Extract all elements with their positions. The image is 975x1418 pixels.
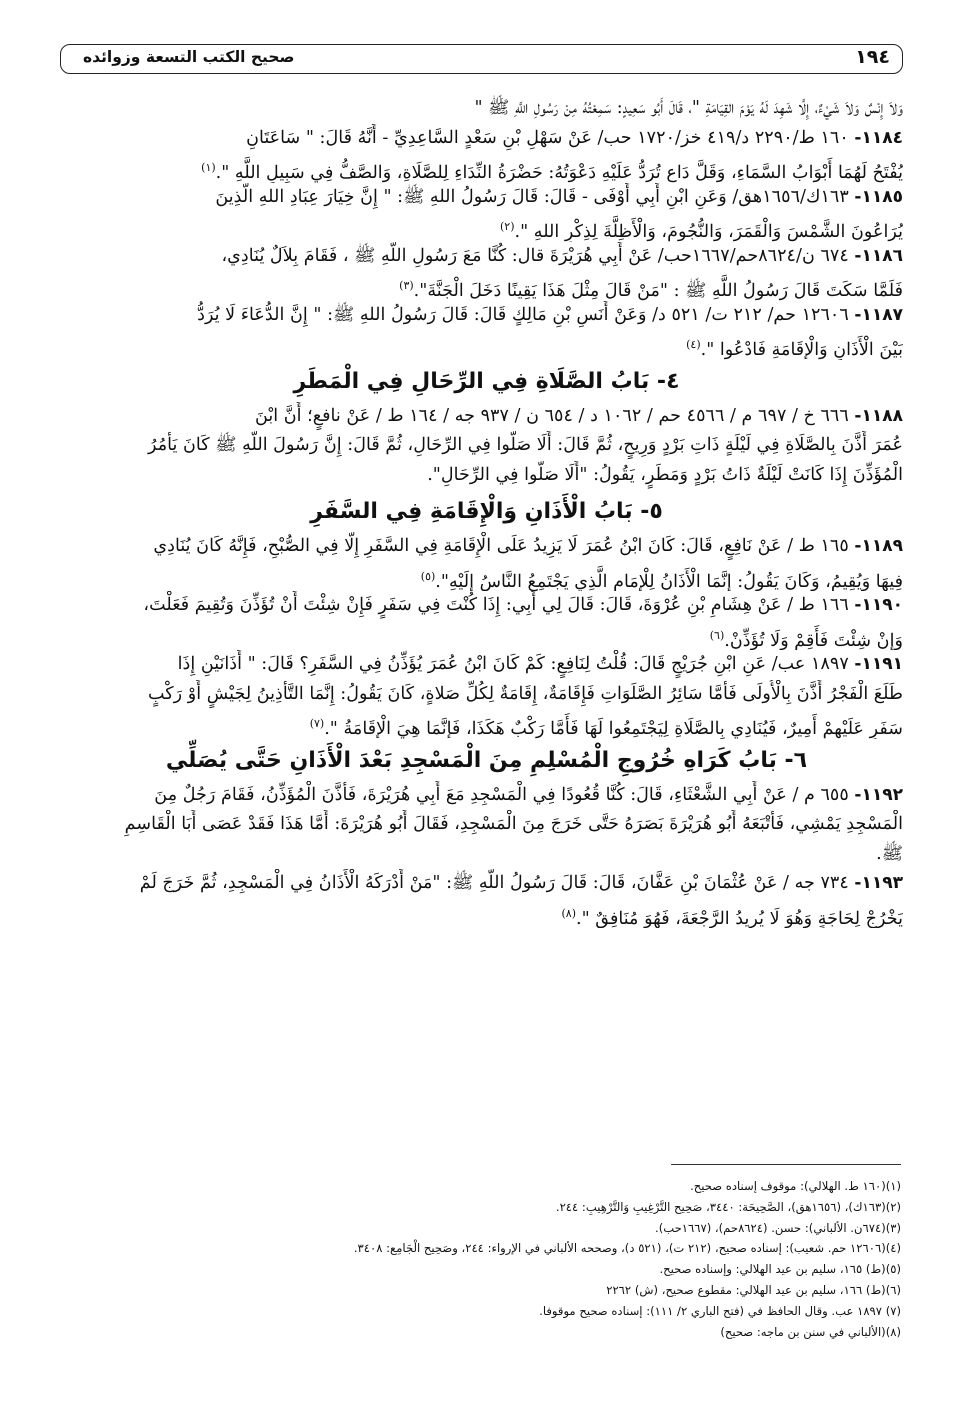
text-line [70,431,903,461]
hadith-number: ١١٩٣- [854,873,903,893]
footnote-ref: (٨) [561,906,577,920]
hadith-block-1188 [70,402,903,491]
footnote-item: (٤)(١٢٦٠٦ حم. شعيب): إسناده صحيح، (٢١٢ ت)، (٥٢١ د)، وصححه الألباني في الإرواء: ٢٤٤، وصَحِيح الْجَامِع: ٣٤٠٨. [353,1241,901,1256]
line-text: الْمَسْجِدِ يَمْشِي، فَأَتْبَعَهُ أَبُو هُرَيْرَةَ بَصَرَهُ حَتَّى خَرَجَ مِنَ الْمَسْجِدِ، فَقَالَ أَبُو هُرَيْرَةَ: أَمَّا هَذَا فَقَدْ عَصَى أَبَا الْقَاسِمِ [124,814,903,834]
footnote-divider [671,1164,901,1165]
hadith-block-1189-1191 [70,532,903,739]
line-text: ١٢٦٠٦ حم/ ٢١٢ ت/ ٥٢١ د/ وَعَنْ أَنَسِ بْنِ مَالِكٍ قَالَ: قَالَ رَسُولُ اللهِ ﷺ: " إِنَّ الدُّعَاءَ لَا يُرَدُّ [197,304,849,325]
text-line [70,810,903,840]
text-line [70,212,903,242]
line-text: فَلَمَّا سَكَتَ قَالَ رَسُولُ اللَّهِ ﷺ : "مَنْ قَالَ مِثْلَ هَذَا يَقِينًا دَخَلَ الْجَنَّةَ". [413,280,903,301]
text-line [70,124,903,154]
text-line [70,650,903,680]
line-text: بَيْنَ الْأَذَانِ وَالْإِقَامَةِ فَادْعُوا ". [700,339,903,360]
text-line [70,330,903,360]
footnote-item: (١)(١٦٠ ط. الهلالي): موقوف إسناده صحيح. [690,1179,901,1193]
line-text: ٧٣٤ جه / عَنْ عُثْمَانَ بْنِ عَفَّانَ، قَالَ: قَالَ رَسُولُ اللَّهِ ﷺ: "مَنْ أَدْرَكَهُ الْأَذَانُ فِي الْمَسْجِدِ، ثُمَّ خَرَجَ لَمْ [139,873,849,893]
line-text: عُمَرَ أَذَّنَ بِالصَّلَاةِ فِي لَيْلَةٍ ذَاتِ بَرْدٍ وَرِيحٍ، ثُمَّ قَالَ: أَلَا صَلُّوا فِي الرِّحَالِ، ثُمَّ قَالَ: إِنَّ رَسُولَ اللَّهِ ﷺ كَانَ يَأْمُرُ [148,435,903,455]
hadith-number: ١١٩١- [854,654,903,674]
chapter-heading-5: ٥- بَابُ الْأَذَانِ وَالْإِقَامَةِ فِي السَّفَرِ [310,499,663,524]
line-text: ٦٦٦ خ / ٦٩٧ م / ٤٥٦٦ حم / ١٠٦٢ د / ٦٥٤ ن / ٩٣٧ جه / ١٦٤ ط / عَنْ نافعٍ؛ أَنَّ ابْنَ [254,405,849,426]
line-text: ﷺ. [876,843,903,864]
text-line [70,562,903,592]
line-text: الْمُؤَذِّنَ إِذَا كَانَتْ لَيْلَةٌ ذَاتُ بَرْدٍ وَمَطَرٍ، يَقُولُ: "أَلَا صَلُّوا فِي الرِّحَالِ". [427,464,903,485]
hadith-block-1184-1187 [70,94,903,360]
line-text: يَخْرُجْ لِحَاجَةٍ وَهُوَ لَا يُرِيدُ الرَّجْعَةَ، فَهُوَ مُنَافِقٌ ". [576,908,903,928]
chapter-heading-4: ٤- بَابُ الصَّلَاةِ فِي الرِّحَالِ فِي الْمَطَرِ [293,368,680,394]
text-line [70,301,903,331]
hadith-number: ١١٩٠- [854,595,903,615]
hadith-number: ١١٨٤- [854,127,903,148]
text-line [70,153,903,183]
footnote-ref: (٥) [420,569,436,583]
line-text: يُرَاعُونَ الشَّمْسَ وَالْقَمَرَ، وَالنُّجُومَ، وَالْأَظِلَّةَ لِذِكْرِ اللهِ ". [514,221,903,242]
text-line [70,271,903,301]
footnote-item: (٣)(٦٧٤ن. الألباني): حسن. (٨٦٢٤حم)، (١٦٦٧حب). [655,1220,901,1235]
line-text: ١٦٥ ط / عَنْ نَافِعٍ، قَالَ: كَانَ ابْنُ عُمَرَ لَا يَزِيدُ عَلَى الْإِقَامَةِ فِي السَّفَرِ إِلَّا فِي الصُّبْحِ، فَإِنَّهُ كَانَ يُنَادِي [153,536,849,556]
text-line [70,242,903,272]
line-text: ٦٧٤ ن/٨٦٢٤حم/١٦٦٧حب/ عَنْ أَبِي هُرَيْرَةَ قال: كُنَّا مَعَ رَسُولِ اللَّهِ ﷺ ، فَقَامَ بِلاَلٌ يُنَادِي، [221,245,849,266]
line-text: يُفْتَحُ لَهُمَا أَبْوَابُ السَّمَاءِ، وَقَلَّ دَاعٍ تُرَدُّ عَلَيْهِ دَعْوَتُهُ: حَضْرَةُ النِّدَاءِ لِلصَّلَاةِ، وَالصَّفُّ فِي سَبِيلِ اللَّهِ ". [215,162,903,183]
hadith-number: ١١٩٢- [854,784,903,805]
text-line [70,94,903,124]
line-text: وَلاَ إِنْسٌ وَلاَ شَيْءٌ، إِلَّا شَهِدَ لَهُ يَوْمَ القِيَامَةِ "، قَالَ أَبُو سَعِيدٍ: سَمِعْتُهُ مِنْ رَسُولِ اللَّهِ ﷺ " [474,98,903,118]
footnote-item: (٢)(١٦٣ك)، (١٦٥٦هق)، الصَّحِيحَة: ٣٤٤٠، صَحِيح التَّرْغِيبِ وَالتَّرْهِيبِ: ٢٤٤. [555,1199,901,1214]
footnote-item: (٨)(الألباني في سنن بن ماجه: صحيح) [720,1324,901,1339]
text-line [70,461,903,491]
line-text: ١٦٦ ط / عَنْ هِشَامِ بْنِ عُرْوَةَ، قَالَ: قَالَ لِي أَبِي: إِذَا كُنْتَ فِي سَفَرٍ فَإِنْ شِئْتَ أَنْ تُؤَذِّنَ وَتُقِيمَ فَعَلْتَ، [143,595,849,615]
line-text: ١٨٩٧ عب/ عَنِ ابْنِ جُرَيْجٍ قَالَ: قُلْتُ لِنَافِعٍ: كَمْ كَانَ ابْنُ عُمَرَ يُؤَذِّنُ فِي السَّفَرِ؟ قَالَ: " أَذَانَيْنِ إِذَا [177,654,849,674]
page-number: ١٩٤ [855,46,890,68]
line-text: ١٦٣ك/١٦٥٦هق/ وَعَنِ ابْنِ أَبِي أَوْفَى - قَالَ: قَالَ رَسُولُ اللهِ ﷺ: " إِنَّ خِيَارَ عِبَادِ اللهِ الَّذِينَ [215,186,849,207]
line-text: طَلَعَ الْفَجْرُ أَذَّنَ بِالْأُولَى فَأَمَّا سَائِرُ الصَّلَوَاتِ فَإِقَامَةٌ، إِقَامَةٌ لِكُلِّ صَلاةٍ، كَانَ يَقُولُ: إِنَّمَا التَّأْذِينُ لِجَيْشٍ أَوْ رَكْبٍ [148,683,903,704]
footnote-ref: (٣) [399,279,414,292]
footnotes [72,1176,901,1342]
line-text: فِيهَا وَيُقِيمُ، وَكَانَ يَقُولُ: إِنَّمَا الْأَذَانُ لِلْإِمَامِ الَّذِي يَجْتَمِعُ النَّاسُ إِلَيْهِ". [435,571,903,591]
text-line [70,899,903,929]
text-line [70,781,903,811]
line-text: ١٦٠ ط/٢٢٩٠ د/٤١٩ خز/١٧٢٠ حب/ عَنْ سَهْلِ بْنِ سَعْدٍ السَّاعِدِيِّ - أَنَّهُ قَالَ: " سَاعَتَانِ [246,127,849,148]
hadith-number: ١١٨٥- [854,186,903,207]
text-line [70,869,903,899]
main-text [70,94,903,928]
text-line [70,680,903,710]
text-line [70,621,903,651]
text-line [70,840,903,870]
footnote-ref: (٦) [709,628,725,642]
footnote-item: (٦)(ط) ١٦٦، سليم بن عيد الهلالي: مقطوع صحيح، (ش) ٢٢٦٢ [606,1282,901,1297]
hadith-number: ١١٨٨- [854,405,903,426]
line-text: ٦٥٥ م / عَنْ أَبِي الشَّعْثَاءِ، قَالَ: كُنَّا قُعُودًا فِي الْمَسْجِدِ مَعَ أَبِي هُرَيْرَةَ، فَأَذَّنَ الْمُؤَذِّنُ، فَقَامَ رَجُلٌ مِنَ [154,784,849,805]
line-text: وَإِنْ شِئْتَ فَأَقِمْ وَلَا تُؤَذِّنْ. [724,630,903,650]
hadith-number: ١١٨٧- [854,304,903,325]
text-line [70,532,903,562]
footnote-item: (٧) ١٨٩٧ عب. وقال الحافظ في (فتح الباري ٢/ ١١١): إسناده صحيح موقوفا. [539,1303,901,1318]
text-line [70,591,903,621]
hadith-number: ١١٨٩- [854,536,903,556]
text-line [70,709,903,739]
footnote-ref: (٧) [309,717,325,730]
page-header [60,44,903,74]
footnote-ref: (٤) [686,338,701,351]
footnote-item: (٥)(ط) ١٦٥، سليم بن عيد الهلالي: وإسناده صحيح. [659,1262,901,1277]
footnote-ref: (٢) [499,220,515,233]
hadith-number: ١١٨٦- [854,245,903,266]
hadith-block-1192-1193 [70,781,903,929]
text-line [70,183,903,213]
line-text: سَفَرٍ عَلَيْهِمْ أَمِيرٌ، فَيُنَادِي بِالصَّلَاةِ لِيَجْتَمِعُوا لَهَا فَأَمَّا رَكْبٌ هَكَذَا، فَإِنَّمَا هِيَ الْإِقَامَةُ ". [324,718,903,739]
text-line [70,402,903,432]
chapter-heading-6: ٦- بَابُ كَرَاهِ خُرُوجِ الْمُسْلِمِ مِنَ الْمَسْجِدِ بَعْدَ الْأَذَانِ حَتَّى يُصَلِّي [165,747,808,773]
book-title: صحيح الكتب التسعة وزوائده [83,48,295,66]
footnote-ref: (١) [201,161,216,174]
